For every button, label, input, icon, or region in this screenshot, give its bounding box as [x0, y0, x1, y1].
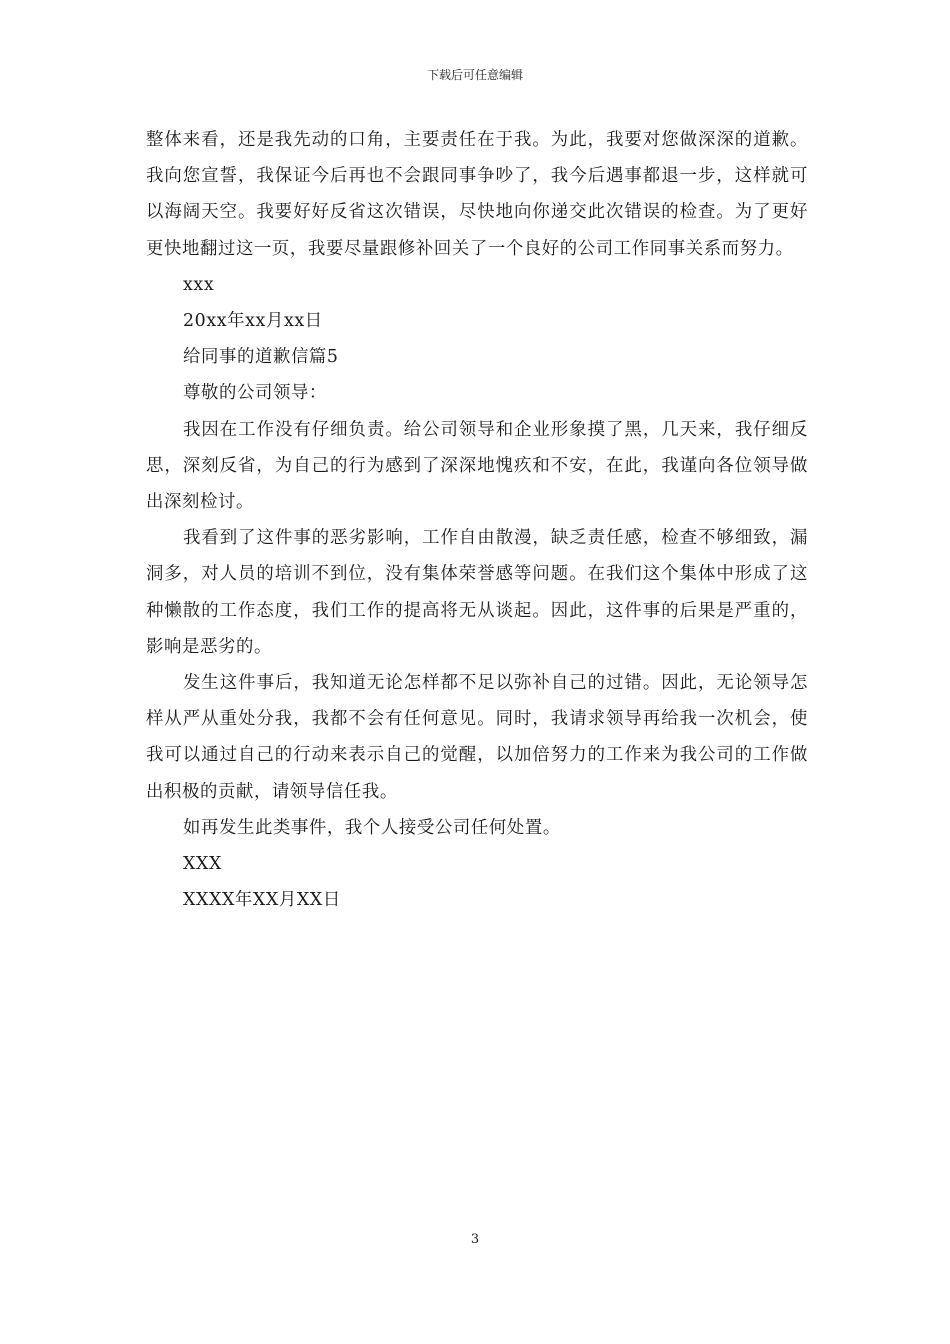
date-2: XXXX年XX月XX日: [183, 890, 341, 911]
paragraph-3: 我看到了这件事的恶劣影响，工作自由散漫，缺乏责任感，检查不够细致，漏洞多，对人员的培训不到位，没有集体荣誉感等问题。在我们这个集体中形成了这种懒散的工作态度，我们工作的提高将无从谈起。因此，这件事的后果是严重的，影响是恶劣的。: [146, 528, 808, 657]
paragraph-2: 我因在工作没有仔细负责。给公司领导和企业形象摸了黑，几天来，我仔细反思，深刻反省，为自己的行为感到了深深地愧疚和不安，在此，我谨向各位领导做出深刻检讨。: [146, 419, 808, 513]
salutation: 尊敬的公司领导：: [183, 383, 327, 404]
paragraph-apology-continuation: 整体来看，还是我先动的口角，主要责任在于我。为此，我要对您做深深的道歉。我向您宣誓，我保证今后再也不会跟同事争吵了，我今后遇事都退一步，这样就可以海阔天空。我要好好反省这次错误，尽快地向你递交此次错误的检查。为了更好更快地翻过这一页，我要尽量跟修补回关了一个良好的公司工作同事关系而努力。: [146, 130, 808, 259]
signature-2: XXX: [183, 854, 222, 875]
date-1: 20xx年xx月xx日: [183, 311, 323, 332]
paragraph-5: 如再发生此类事件，我个人接受公司任何处置。: [183, 817, 561, 838]
section-title: 给同事的道歉信篇5: [183, 347, 339, 368]
paragraph-4: 发生这件事后，我知道无论怎样都不足以弥补自己的过错。因此，无论领导怎样从严从重处分我，我都不会有任何意见。同时，我请求领导再给我一次机会，使我可以通过自己的行动来表示自己的觉醒，以加倍努力的工作来为我公司的工作做出积极的贡献，请领导信任我。: [146, 673, 808, 802]
document-body: [146, 122, 808, 918]
page-number: 3: [470, 1232, 480, 1247]
page-header-note: 下载后可任意编辑: [426, 68, 523, 82]
signature-1: xxx: [183, 274, 215, 295]
